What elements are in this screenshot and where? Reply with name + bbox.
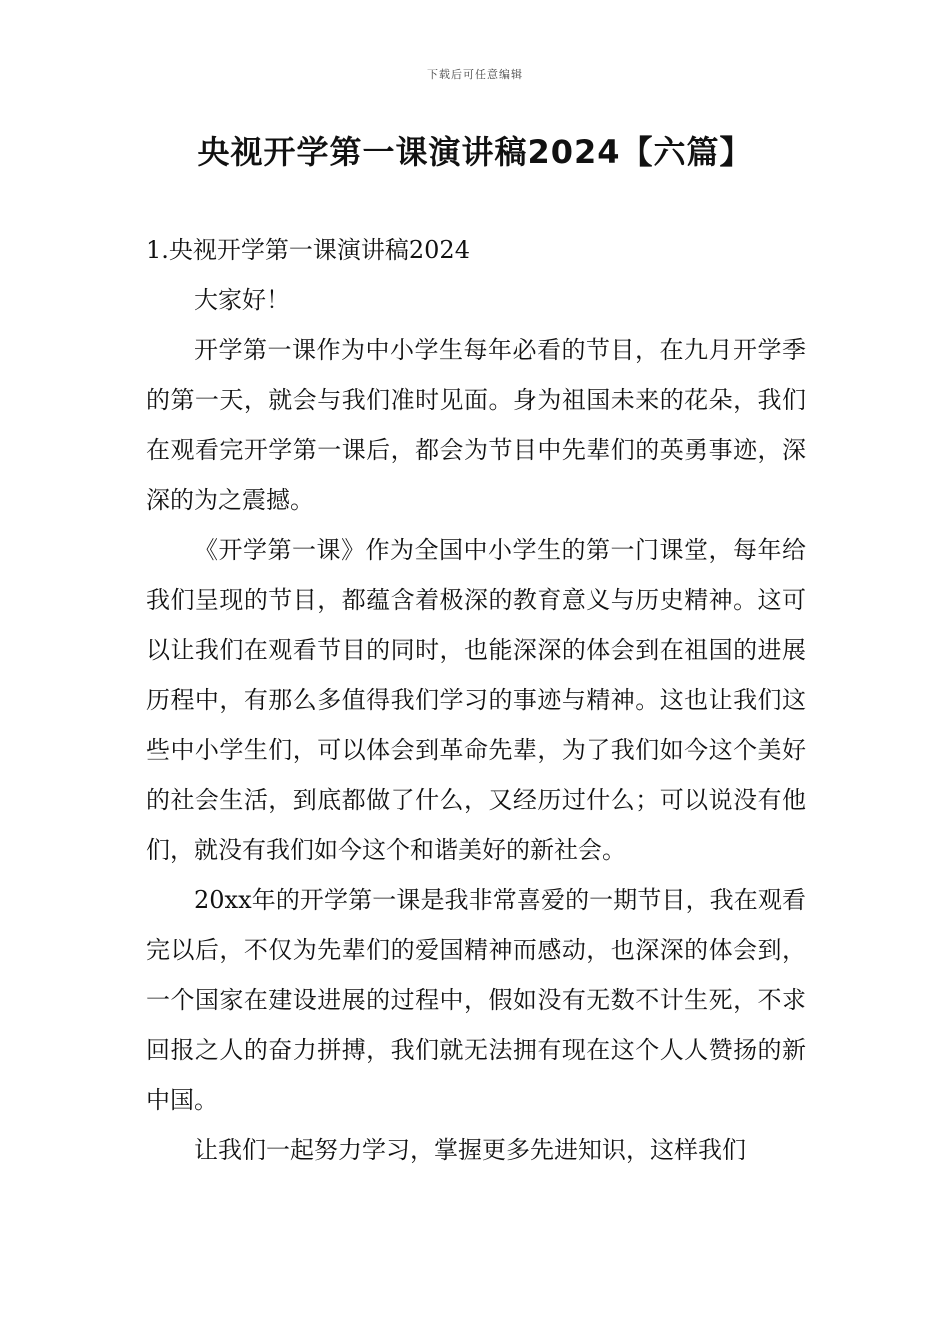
paragraph-greeting: 大家好！ [194,286,290,314]
header-note: 下载后可任意编辑 [427,68,523,81]
document-body [146,225,806,1175]
paragraph: 《开学第一课》作为全国中小学生的第一门课堂，每年给我们呈现的节目，都蕴含着极深的教育意义与历史精神。这可以让我们在观看节目的同时，也能深深的体会到在祖国的进展历程中，有那么多值得我们学习的事迹与精神。这也让我们这些中小学生们，可以体会到革命先辈，为了我们如今这个美好的社会生活，到底都做了什么，又经历过什么；可以说没有他们，就没有我们如今这个和谐美好的新社会。 [146,536,806,864]
section-heading: 1.央视开学第一课演讲稿2024 [146,236,470,264]
paragraph: 20xx年的开学第一课是我非常喜爱的一期节目，我在观看完以后，不仅为先辈们的爱国精神而感动，也深深的体会到，一个国家在建设进展的过程中，假如没有无数不计生死，不求回报之人的奋力拼搏，我们就无法拥有现在这个人人赞扬的新中国。 [146,886,806,1114]
paragraph: 让我们一起努力学习，掌握更多先进知识，这样我们 [194,1136,746,1164]
document-title: 央视开学第一课演讲稿2024【六篇】 [197,133,753,171]
paragraph: 开学第一课作为中小学生每年必看的节目，在九月开学季的第一天，就会与我们准时见面。身为祖国未来的花朵，我们在观看完开学第一课后，都会为节目中先辈们的英勇事迹，深深的为之震撼。 [146,336,806,514]
